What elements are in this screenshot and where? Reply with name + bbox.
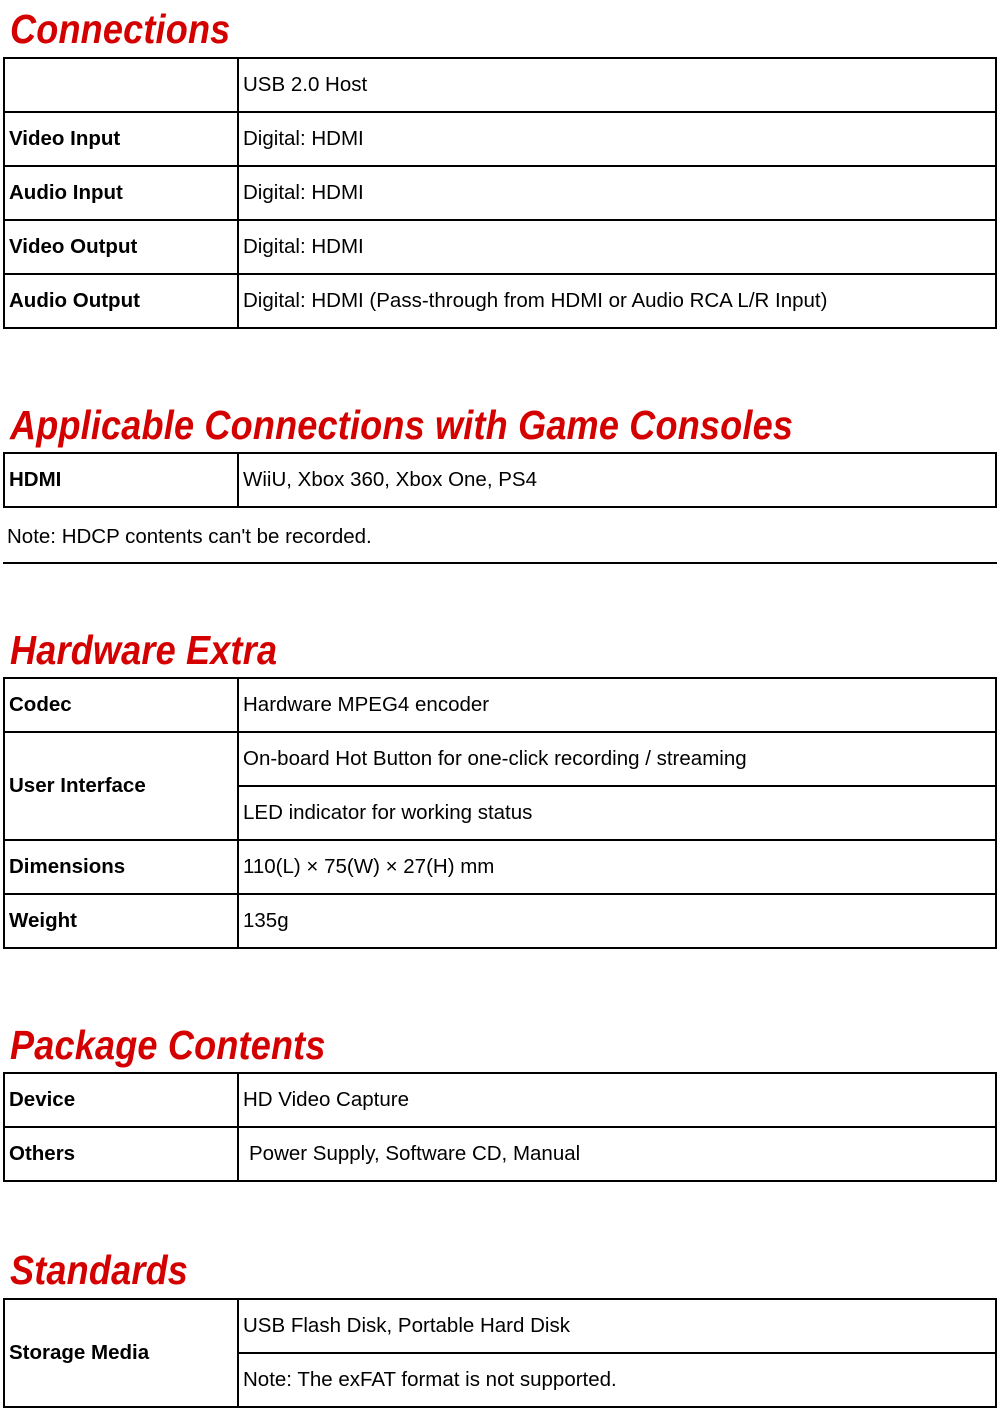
- row-value: Note: The exFAT format is not supported.: [238, 1353, 996, 1407]
- package-table: [3, 1072, 997, 1182]
- table-row: [4, 1127, 996, 1181]
- row-label: Others: [4, 1127, 238, 1181]
- table-row: [4, 58, 996, 112]
- row-value: USB Flash Disk, Portable Hard Disk: [238, 1299, 996, 1353]
- table-row: [4, 1299, 996, 1353]
- table-row: [4, 840, 996, 894]
- table-row: [4, 220, 996, 274]
- row-value: Digital: HDMI: [238, 166, 996, 220]
- row-value: Digital: HDMI: [238, 220, 996, 274]
- row-label: Weight: [4, 894, 238, 948]
- row-label: Device: [4, 1073, 238, 1127]
- row-label: Dimensions: [4, 840, 238, 894]
- row-label: Audio Output: [4, 274, 238, 328]
- row-value: 135g: [238, 894, 996, 948]
- table-row: [4, 453, 996, 507]
- standards-heading: Standards: [10, 1247, 189, 1293]
- row-value: Power Supply, Software CD, Manual: [238, 1127, 996, 1181]
- row-label: Video Output: [4, 220, 238, 274]
- table-row: [4, 274, 996, 328]
- hdcp-note: Note: HDCP contents can't be recorded.: [3, 510, 997, 564]
- hardware-table: [3, 677, 997, 949]
- row-value: 110(L) × 75(W) × 27(H) mm: [238, 840, 996, 894]
- table-row: [4, 894, 996, 948]
- table-row: [4, 1073, 996, 1127]
- row-value: Digital: HDMI: [238, 112, 996, 166]
- table-row: [4, 678, 996, 732]
- row-value: USB 2.0 Host: [238, 58, 996, 112]
- consoles-table: [3, 452, 997, 508]
- connections-table: [3, 57, 997, 329]
- row-label: Audio Input: [4, 166, 238, 220]
- table-row: [4, 166, 996, 220]
- package-heading: Package Contents: [10, 1022, 326, 1068]
- table-row: [4, 112, 996, 166]
- row-label: [4, 58, 238, 112]
- row-label: Storage Media: [4, 1299, 238, 1407]
- row-label: Codec: [4, 678, 238, 732]
- row-label: HDMI: [4, 453, 238, 507]
- row-label: User Interface: [4, 732, 238, 840]
- row-value: Hardware MPEG4 encoder: [238, 678, 996, 732]
- standards-table: [3, 1298, 997, 1408]
- row-value: LED indicator for working status: [238, 786, 996, 840]
- hardware-heading: Hardware Extra: [10, 627, 278, 673]
- row-label: Video Input: [4, 112, 238, 166]
- row-value: WiiU, Xbox 360, Xbox One, PS4: [238, 453, 996, 507]
- row-value: On-board Hot Button for one-click recording / streaming: [238, 732, 996, 786]
- table-row: [4, 732, 996, 786]
- consoles-heading: Applicable Connections with Game Consoles: [10, 402, 794, 448]
- row-value: HD Video Capture: [238, 1073, 996, 1127]
- connections-heading: Connections: [10, 6, 231, 52]
- row-value: Digital: HDMI (Pass-through from HDMI or Audio RCA L/R Input): [238, 274, 996, 328]
